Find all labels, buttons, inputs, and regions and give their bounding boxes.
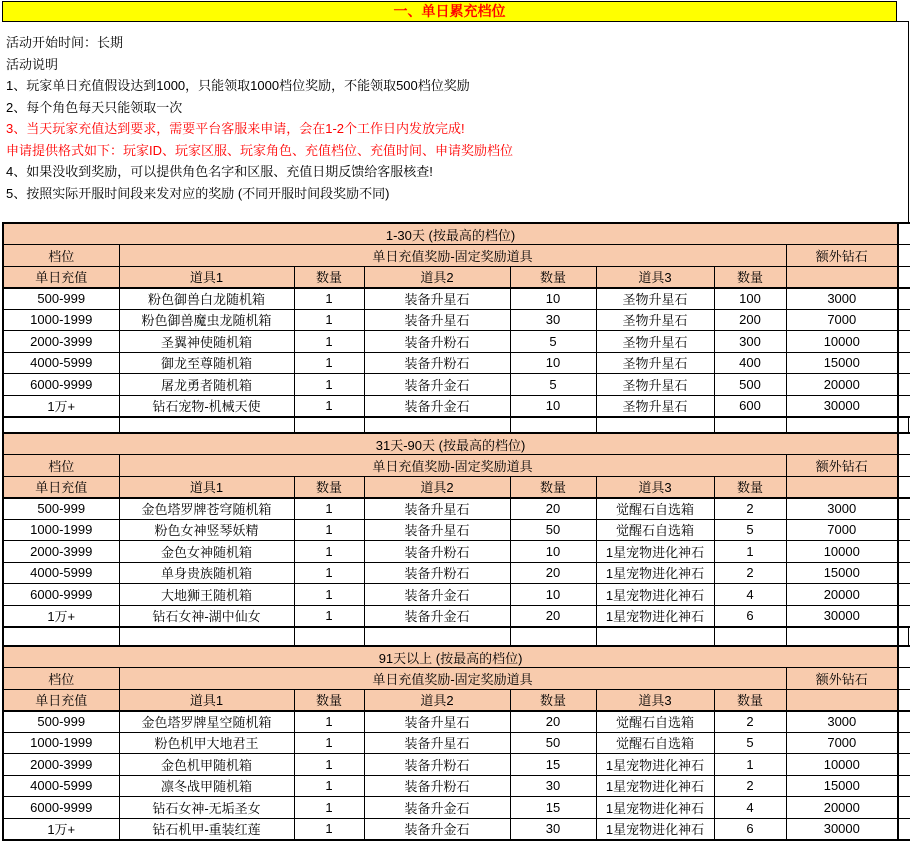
table-row [3, 498, 910, 520]
extra-diamond-header: 额外钻石 [786, 245, 898, 267]
item1-cell: 金色女神随机箱 [119, 541, 294, 563]
qty1-cell: 1 [294, 309, 364, 331]
empty-edge-cell [898, 732, 910, 754]
tier-cell: 1000-1999 [3, 309, 119, 331]
qty3-cell: 300 [714, 331, 786, 353]
qty1-header: 数量 [294, 266, 364, 288]
qty3-cell: 5 [714, 519, 786, 541]
item1-cell: 金色塔罗牌苍穹随机箱 [119, 498, 294, 520]
item3-cell: 1星宠物进化神石 [596, 541, 714, 563]
qty3-cell: 200 [714, 309, 786, 331]
daily-recharge-header: 单日充值 [3, 266, 119, 288]
reward-group-header: 单日充值奖励-固定奖励道具 [119, 245, 786, 267]
extra-diamonds-cell: 3000 [786, 288, 898, 310]
column-header-row [3, 266, 910, 288]
qty1-cell: 1 [294, 331, 364, 353]
extra-diamonds-cell: 10000 [786, 331, 898, 353]
empty-cell [714, 414, 786, 432]
qty3-cell: 1 [714, 541, 786, 563]
item2-cell: 装备升星石 [364, 309, 510, 331]
item2-cell: 装备升粉石 [364, 562, 510, 584]
tier-cell: 6000-9999 [3, 374, 119, 396]
qty2-cell: 10 [510, 541, 596, 563]
qty1-cell: 1 [294, 519, 364, 541]
item1-header: 道具1 [119, 689, 294, 711]
tier-cell: 1万+ [3, 395, 119, 417]
reward-table-1-30 [2, 222, 910, 418]
table-row [3, 562, 910, 584]
qty3-cell: 2 [714, 498, 786, 520]
qty1-cell: 1 [294, 754, 364, 776]
tier-cell: 1000-1999 [3, 732, 119, 754]
item1-cell: 凛冬战甲随机箱 [119, 775, 294, 797]
empty-edge-cell [898, 689, 910, 711]
empty-edge-cell [898, 584, 910, 606]
qty2-cell: 5 [510, 331, 596, 353]
item2-cell: 装备升金石 [364, 818, 510, 840]
qty3-header: 数量 [714, 266, 786, 288]
qty2-cell: 10 [510, 288, 596, 310]
item2-cell: 装备升星石 [364, 732, 510, 754]
item2-cell: 装备升星石 [364, 288, 510, 310]
section-title-row [3, 223, 910, 245]
qty2-cell: 15 [510, 797, 596, 819]
empty-edge-cell [898, 455, 910, 477]
extra-diamonds-cell: 10000 [786, 541, 898, 563]
item1-cell: 金色机甲随机箱 [119, 754, 294, 776]
reward-group-header: 单日充值奖励-固定奖励道具 [119, 455, 786, 477]
item2-header: 道具2 [364, 266, 510, 288]
qty2-cell: 50 [510, 519, 596, 541]
note-line: 1、玩家单日充值假设达到1000，只能领取1000档位奖励，不能领取500档位奖励 [6, 78, 470, 93]
qty3-cell: 500 [714, 374, 786, 396]
tier-cell: 2000-3999 [3, 754, 119, 776]
qty1-cell: 1 [294, 732, 364, 754]
item2-cell: 装备升星石 [364, 519, 510, 541]
extra-diamonds-cell: 15000 [786, 775, 898, 797]
empty-cell [786, 624, 898, 645]
qty2-cell: 20 [510, 605, 596, 627]
empty-edge-cell [898, 414, 910, 432]
item3-cell: 1星宠物进化神石 [596, 562, 714, 584]
item1-cell: 金色塔罗牌星空随机箱 [119, 711, 294, 733]
tier-cell: 6000-9999 [3, 584, 119, 606]
empty-cell [364, 414, 510, 432]
item2-cell: 装备升粉石 [364, 352, 510, 374]
note-line: 申请提供格式如下：玩家ID、玩家区服、玩家角色、充值档位、充值时间、申请奖励档位 [6, 142, 514, 158]
empty-cell [596, 414, 714, 432]
empty-edge-cell [898, 797, 910, 819]
section-title-row [3, 646, 910, 668]
empty-cell [3, 414, 119, 432]
column-header-row [3, 689, 910, 711]
qty2-cell: 50 [510, 732, 596, 754]
extra-diamond-header: 额外钻石 [786, 668, 898, 690]
item3-cell: 圣物升星石 [596, 288, 714, 310]
table-row [3, 584, 910, 606]
table-row [3, 754, 910, 776]
empty-edge-cell [898, 562, 910, 584]
qty1-cell: 1 [294, 541, 364, 563]
reward-table-91-plus [2, 645, 910, 841]
qty1-cell: 1 [294, 775, 364, 797]
item1-cell: 钻石宠物-机械天使 [119, 395, 294, 417]
tier-cell: 1000-1999 [3, 519, 119, 541]
group-header-row [3, 668, 910, 690]
extra-diamonds-cell: 20000 [786, 374, 898, 396]
qty3-cell: 100 [714, 288, 786, 310]
empty-edge-cell [898, 818, 910, 840]
item1-cell: 粉色御兽白龙随机箱 [119, 288, 294, 310]
item3-header: 道具3 [596, 266, 714, 288]
item3-cell: 1星宠物进化神石 [596, 754, 714, 776]
note-line: 活动说明 [6, 56, 59, 72]
extra-diamonds-cell: 7000 [786, 309, 898, 331]
note-line: 4、如果没收到奖励，可以提供角色名字和区服、充值日期反馈给客服核查! [6, 164, 433, 179]
item1-cell: 粉色女神竖琴妖精 [119, 519, 294, 541]
daily-recharge-header: 单日充值 [3, 689, 119, 711]
item1-cell: 单身贵族随机箱 [119, 562, 294, 584]
table-row [3, 374, 910, 396]
empty-cell [510, 414, 596, 432]
empty-edge-cell [898, 433, 910, 455]
item2-cell: 装备升粉石 [364, 541, 510, 563]
tier-cell: 2000-3999 [3, 331, 119, 353]
separator-row [2, 414, 910, 432]
empty-cell [510, 624, 596, 645]
empty-cell [119, 624, 294, 645]
group-header-row [3, 455, 910, 477]
item3-cell: 觉醒石自选箱 [596, 732, 714, 754]
empty-edge-cell [898, 711, 910, 733]
empty-cell [714, 624, 786, 645]
item1-cell: 钻石女神-湖中仙女 [119, 605, 294, 627]
qty3-cell: 1 [714, 754, 786, 776]
tier-group-header: 档位 [3, 668, 119, 690]
table-row [3, 775, 910, 797]
item1-cell: 圣翼神使随机箱 [119, 331, 294, 353]
item1-cell: 屠龙勇者随机箱 [119, 374, 294, 396]
qty1-cell: 1 [294, 562, 364, 584]
qty3-cell: 2 [714, 775, 786, 797]
table-row [3, 519, 910, 541]
empty-edge-cell [898, 519, 910, 541]
item2-header: 道具2 [364, 476, 510, 498]
empty-edge-cell [898, 476, 910, 498]
qty1-cell: 1 [294, 584, 364, 606]
extra-diamonds-cell: 3000 [786, 498, 898, 520]
item3-header: 道具3 [596, 689, 714, 711]
qty1-cell: 1 [294, 605, 364, 627]
table-row [3, 352, 910, 374]
empty-cell [364, 624, 510, 645]
item3-cell: 1星宠物进化神石 [596, 775, 714, 797]
qty1-cell: 1 [294, 395, 364, 417]
qty1-cell: 1 [294, 498, 364, 520]
item3-cell: 觉醒石自选箱 [596, 711, 714, 733]
item2-cell: 装备升金石 [364, 584, 510, 606]
empty-edge-cell [898, 541, 910, 563]
tier-cell: 4000-5999 [3, 775, 119, 797]
extra-diamonds-cell: 20000 [786, 797, 898, 819]
extra-diamonds-cell: 20000 [786, 584, 898, 606]
qty3-cell: 6 [714, 605, 786, 627]
qty2-header: 数量 [510, 476, 596, 498]
item3-cell: 1星宠物进化神石 [596, 797, 714, 819]
note-line: 2、每个角色每天只能领取一次 [6, 99, 183, 115]
qty2-cell: 30 [510, 775, 596, 797]
qty1-cell: 1 [294, 797, 364, 819]
section-title: 1-30天 (按最高的档位) [3, 223, 898, 245]
title-edge-cell [897, 1, 909, 22]
empty-cell [294, 414, 364, 432]
section-title: 91天以上 (按最高的档位) [3, 646, 898, 668]
empty-edge-cell [898, 624, 910, 645]
qty3-cell: 5 [714, 732, 786, 754]
qty3-cell: 400 [714, 352, 786, 374]
empty-edge-cell [898, 775, 910, 797]
item3-cell: 觉醒石自选箱 [596, 498, 714, 520]
empty-cell [596, 624, 714, 645]
qty2-cell: 15 [510, 754, 596, 776]
tier-cell: 6000-9999 [3, 797, 119, 819]
extra-diamond-header: 额外钻石 [786, 455, 898, 477]
empty-cell [294, 624, 364, 645]
extra-diamonds-cell: 15000 [786, 352, 898, 374]
item2-cell: 装备升金石 [364, 797, 510, 819]
empty-cell [3, 624, 119, 645]
item2-cell: 装备升金石 [364, 605, 510, 627]
note-line: 活动开始时间：长期 [6, 35, 124, 50]
item3-cell: 圣物升星石 [596, 331, 714, 353]
empty-cell [786, 414, 898, 432]
tier-cell: 500-999 [3, 711, 119, 733]
extra-diamonds-cell: 15000 [786, 562, 898, 584]
empty-edge-cell [898, 374, 910, 396]
item1-header: 道具1 [119, 476, 294, 498]
item3-header: 道具3 [596, 476, 714, 498]
extra-diamond-subheader-cell [786, 476, 898, 498]
table-row [3, 309, 910, 331]
tier-cell: 1万+ [3, 818, 119, 840]
qty3-header: 数量 [714, 476, 786, 498]
tier-cell: 500-999 [3, 498, 119, 520]
qty1-cell: 1 [294, 288, 364, 310]
empty-cell [119, 414, 294, 432]
qty2-cell: 30 [510, 818, 596, 840]
item1-header: 道具1 [119, 266, 294, 288]
qty3-header: 数量 [714, 689, 786, 711]
extra-diamonds-cell: 30000 [786, 395, 898, 417]
item2-cell: 装备升金石 [364, 395, 510, 417]
empty-edge-cell [898, 288, 910, 310]
qty1-cell: 1 [294, 711, 364, 733]
qty3-cell: 4 [714, 797, 786, 819]
table-row [3, 732, 910, 754]
item2-cell: 装备升粉石 [364, 754, 510, 776]
empty-edge-cell [898, 498, 910, 520]
qty2-header: 数量 [510, 689, 596, 711]
table-row [3, 711, 910, 733]
note-line: 3、当天玩家充值达到要求，需要平台客服来申请，会在1-2个工作日内发放完成! [6, 121, 465, 136]
extra-diamonds-cell: 30000 [786, 605, 898, 627]
item2-cell: 装备升星石 [364, 498, 510, 520]
empty-edge-cell [898, 646, 910, 668]
page-title: 一、单日累充档位 [2, 1, 897, 22]
tier-group-header: 档位 [3, 245, 119, 267]
item3-cell: 圣物升星石 [596, 374, 714, 396]
qty2-cell: 30 [510, 309, 596, 331]
empty-edge-cell [898, 309, 910, 331]
empty-edge-cell [898, 223, 910, 245]
qty2-cell: 10 [510, 584, 596, 606]
table-row [3, 797, 910, 819]
section-title-row [3, 433, 910, 455]
qty2-cell: 20 [510, 711, 596, 733]
empty-edge-cell [898, 266, 910, 288]
qty2-cell: 10 [510, 395, 596, 417]
tier-cell: 500-999 [3, 288, 119, 310]
item1-cell: 御龙至尊随机箱 [119, 352, 294, 374]
qty1-header: 数量 [294, 689, 364, 711]
empty-edge-cell [898, 754, 910, 776]
reward-group-header: 单日充值奖励-固定奖励道具 [119, 668, 786, 690]
qty1-cell: 1 [294, 352, 364, 374]
qty3-cell: 4 [714, 584, 786, 606]
extra-diamonds-cell: 10000 [786, 754, 898, 776]
table-row [3, 818, 910, 840]
qty2-cell: 5 [510, 374, 596, 396]
qty2-header: 数量 [510, 266, 596, 288]
qty2-cell: 20 [510, 498, 596, 520]
item3-cell: 1星宠物进化神石 [596, 584, 714, 606]
table-row [3, 331, 910, 353]
item3-cell: 1星宠物进化神石 [596, 605, 714, 627]
table-row [3, 288, 910, 310]
item2-cell: 装备升粉石 [364, 331, 510, 353]
tier-cell: 4000-5999 [3, 562, 119, 584]
item1-cell: 粉色机甲大地君王 [119, 732, 294, 754]
extra-diamonds-cell: 7000 [786, 732, 898, 754]
note-line: 5、按照实际开服时间段来发对应的奖励 (不同开服时间段奖励不同) [6, 185, 390, 201]
item1-cell: 钻石女神-无垢圣女 [119, 797, 294, 819]
item2-cell: 装备升星石 [364, 711, 510, 733]
extra-diamond-subheader-cell [786, 266, 898, 288]
extra-diamonds-cell: 30000 [786, 818, 898, 840]
tier-group-header: 档位 [3, 455, 119, 477]
item2-header: 道具2 [364, 689, 510, 711]
qty3-cell: 2 [714, 562, 786, 584]
item1-cell: 大地狮王随机箱 [119, 584, 294, 606]
qty1-cell: 1 [294, 818, 364, 840]
section-title: 31天-90天 (按最高的档位) [3, 433, 898, 455]
item3-cell: 觉醒石自选箱 [596, 519, 714, 541]
qty3-cell: 600 [714, 395, 786, 417]
tier-cell: 4000-5999 [3, 352, 119, 374]
daily-recharge-header: 单日充值 [3, 476, 119, 498]
empty-edge-cell [898, 352, 910, 374]
qty2-cell: 20 [510, 562, 596, 584]
item3-cell: 圣物升星石 [596, 395, 714, 417]
qty2-cell: 10 [510, 352, 596, 374]
reward-table-31-90 [2, 432, 910, 628]
empty-edge-cell [898, 245, 910, 267]
item3-cell: 圣物升星石 [596, 352, 714, 374]
item1-cell: 钻石机甲-重装红莲 [119, 818, 294, 840]
qty3-cell: 6 [714, 818, 786, 840]
extra-diamonds-cell: 3000 [786, 711, 898, 733]
column-header-row [3, 476, 910, 498]
qty1-cell: 1 [294, 374, 364, 396]
empty-edge-cell [898, 331, 910, 353]
item1-cell: 粉色御兽魔虫龙随机箱 [119, 309, 294, 331]
separator-row [2, 624, 910, 645]
item2-cell: 装备升粉石 [364, 775, 510, 797]
item3-cell: 1星宠物进化神石 [596, 818, 714, 840]
extra-diamonds-cell: 7000 [786, 519, 898, 541]
group-header-row [3, 245, 910, 267]
item2-cell: 装备升金石 [364, 374, 510, 396]
empty-edge-cell [898, 668, 910, 690]
table-row [3, 541, 910, 563]
activity-notes [6, 32, 513, 204]
tier-cell: 1万+ [3, 605, 119, 627]
tier-cell: 2000-3999 [3, 541, 119, 563]
item3-cell: 圣物升星石 [596, 309, 714, 331]
qty3-cell: 2 [714, 711, 786, 733]
extra-diamond-subheader-cell [786, 689, 898, 711]
qty1-header: 数量 [294, 476, 364, 498]
